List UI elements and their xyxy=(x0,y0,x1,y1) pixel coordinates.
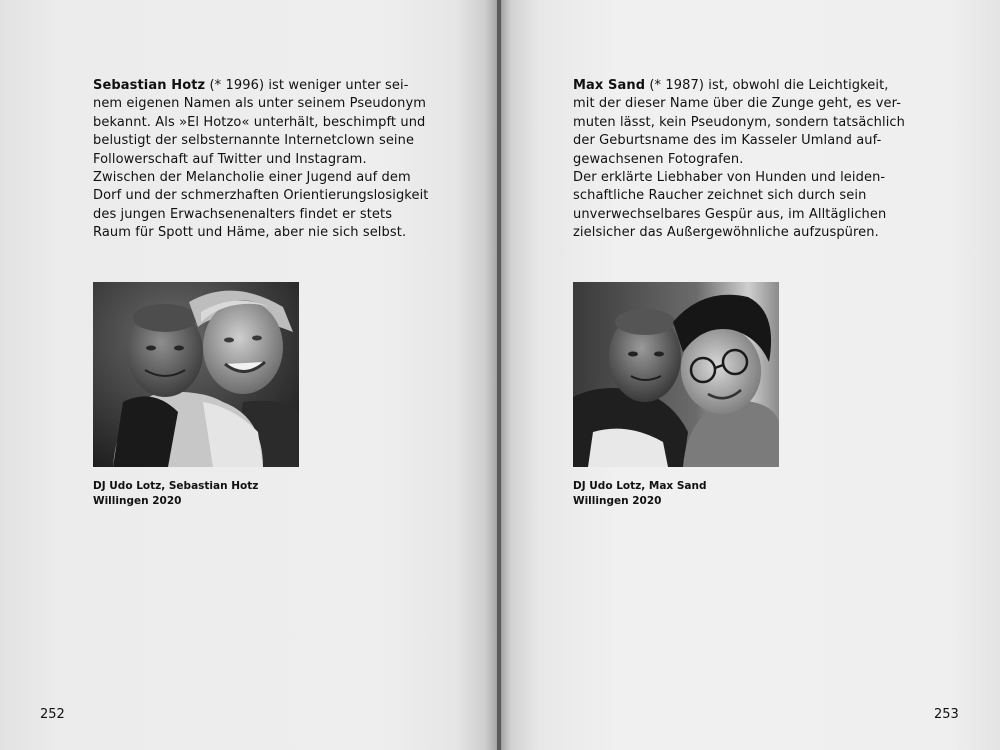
bio-max-sand xyxy=(573,77,918,243)
bio-line: nem eigenen Namen als unter seinem Pseudonym xyxy=(93,96,426,112)
bio-line: unverwechselbares Gespür aus, im Alltäglichen xyxy=(573,206,887,222)
bio-line: Max Sand (* 1987) ist, obwohl die Leichtigkeit, xyxy=(573,78,889,93)
bio-line: muten lässt, kein Pseudonym, sondern tatsächlich xyxy=(573,114,905,130)
bio-line: Followerschaft auf Twitter und Instagram. xyxy=(93,151,367,167)
bio-name: Max Sand xyxy=(573,78,646,93)
photo-udo-lotz-sebastian-hotz xyxy=(93,282,299,467)
page-number: 252 xyxy=(40,707,65,722)
bio-line: Der erklärte Liebhaber von Hunden und leiden- xyxy=(573,170,886,186)
bio-name: Sebastian Hotz xyxy=(93,78,206,93)
bio-line: der Geburtsname des im Kasseler Umland auf- xyxy=(573,133,882,149)
bio-line: Sebastian Hotz (* 1996) ist weniger unter sei- xyxy=(93,78,409,93)
bio-line: zielsicher das Außergewöhnliche aufzuspüren. xyxy=(573,225,879,241)
left-page xyxy=(0,0,499,750)
bio-line: belustigt der selbsternannte Internetclown seine xyxy=(93,133,415,149)
bio-line: gewachsenen Fotografen. xyxy=(573,151,744,167)
right-page xyxy=(499,0,1000,750)
bio-line: Raum für Spott und Häme, aber nie sich selbst. xyxy=(93,225,407,241)
bio-line: Zwischen der Melancholie einer Jugend auf dem xyxy=(93,170,411,186)
caption-names: DJ Udo Lotz, Sebastian Hotz xyxy=(93,480,259,492)
bio-line: schaftliche Raucher zeichnet sich durch sein xyxy=(573,188,867,204)
bio-line: Dorf und der schmerzhaften Orientierungslosigkeit xyxy=(93,188,429,204)
bio-sebastian-hotz xyxy=(93,77,438,243)
bio-line: mit der dieser Name über die Zunge geht, es ver- xyxy=(573,96,902,112)
caption-names: DJ Udo Lotz, Max Sand xyxy=(573,480,707,492)
photo-caption xyxy=(573,479,706,509)
caption-place-year: Willingen 2020 xyxy=(93,495,182,507)
caption-place-year: Willingen 2020 xyxy=(573,495,662,507)
photo-udo-lotz-max-sand xyxy=(573,282,779,467)
book-gutter xyxy=(497,0,501,750)
bio-line: des jungen Erwachsenenalters findet er stets xyxy=(93,206,393,222)
photo-caption xyxy=(93,479,258,509)
bio-line: bekannt. Als »El Hotzo« unterhält, beschimpft und xyxy=(93,114,426,130)
page-number: 253 xyxy=(934,707,959,722)
